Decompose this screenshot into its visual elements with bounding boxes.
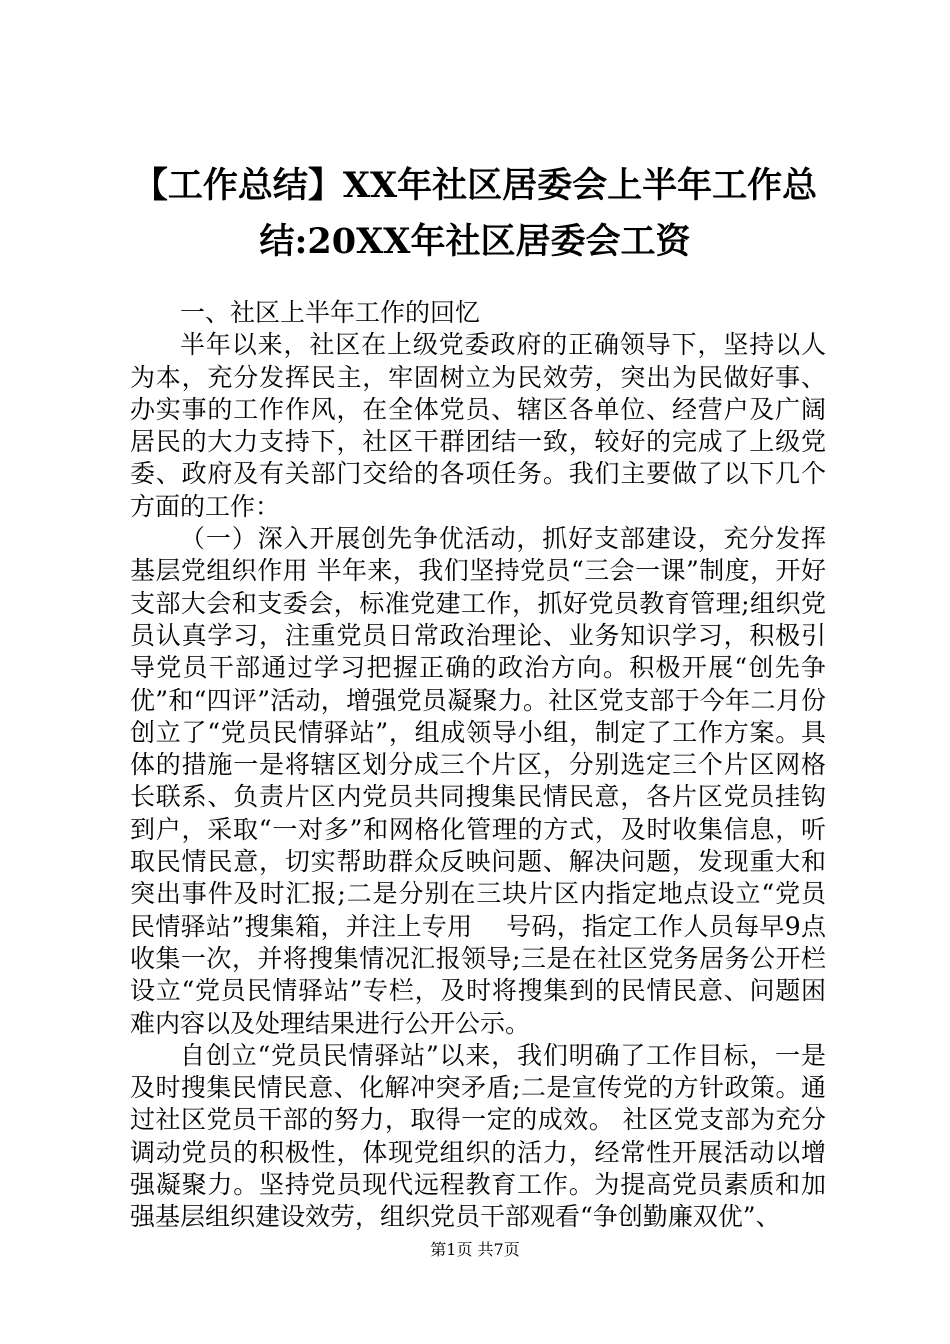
page-number-footer: 第1页 共7页 [430, 1240, 520, 1259]
paragraph-civic-station: 自创立“党员民情驿站”以来，我们明确了工作目标，一是及时搜集民情民意、化解冲突矛盾;二是宣传党的方针政策。通过社区党员干部的努力，取得一定的成效。 社区党支部为充分调动党员的积极性，体现党组织的活力，经常性开展活动以增强凝聚力。坚持党员现代远程教育工作。为提高党员素质和加强基层组织建设效劳，组织党员干部观看“争创勤廉双优”、 [130, 1040, 826, 1232]
title-line-2: 结:20XX年社区居委会工资 [259, 221, 691, 262]
document-body [130, 297, 826, 1234]
section-heading: 一、社区上半年工作的回忆 [180, 298, 481, 327]
title-line-1: 【工作总结】XX年社区居委会上半年工作总 [132, 165, 818, 206]
document-title [100, 158, 850, 270]
paragraph-intro: 半年以来，社区在上级党委政府的正确领导下，坚持以人为本，充分发挥民主，牢固树立为民效劳，突出为民做好事、办实事的工作作风，在全体党员、辖区各单位、经营户及广阔居民的大力支持下，社区干群团结一致，较好的完成了上级党委、政府及有关部门交给的各项任务。我们主要做了以下几个方面的工作： [130, 330, 826, 521]
paragraph-party-building: （一）深入开展创先争优活动，抓好支部建设，充分发挥基层党组织作用 半年来，我们坚持党员“三会一课”制度，开好支部大会和支委会，标准党建工作，抓好党员教育管理;组织党员认真学习，注重党员日常政治理论、业务知识学习，积极引导党员干部通过学习把握正确的政治方向。积极开展“创先争优”和“四评”活动，增强党员凝聚力。社区党支部于今年二月份创立了“党员民情驿站”，组成领导小组，制定了工作方案。具体的措施一是将辖区划分成三个片区，分别选定三个片区网格长联系、负责片区内党员共同搜集民情民意，各片区党员挂钩到户，采取“一对多”和网格化管理的方式，及时收集信息，听取民情民意，切实帮助群众反映问题、解决问题，发现重大和突出事件及时汇报;二是分别在三块片区内指定地点设立“党员民情驿站”搜集箱，并注上专用 号码，指定工作人员每早9点收集一次，并将搜集情况汇报领导;三是在社区党务居务公开栏设立“党员民情驿站”专栏，及时将搜集到的民情民意、问题困难内容以及处理结果进行公开公示。 [130, 524, 826, 1038]
